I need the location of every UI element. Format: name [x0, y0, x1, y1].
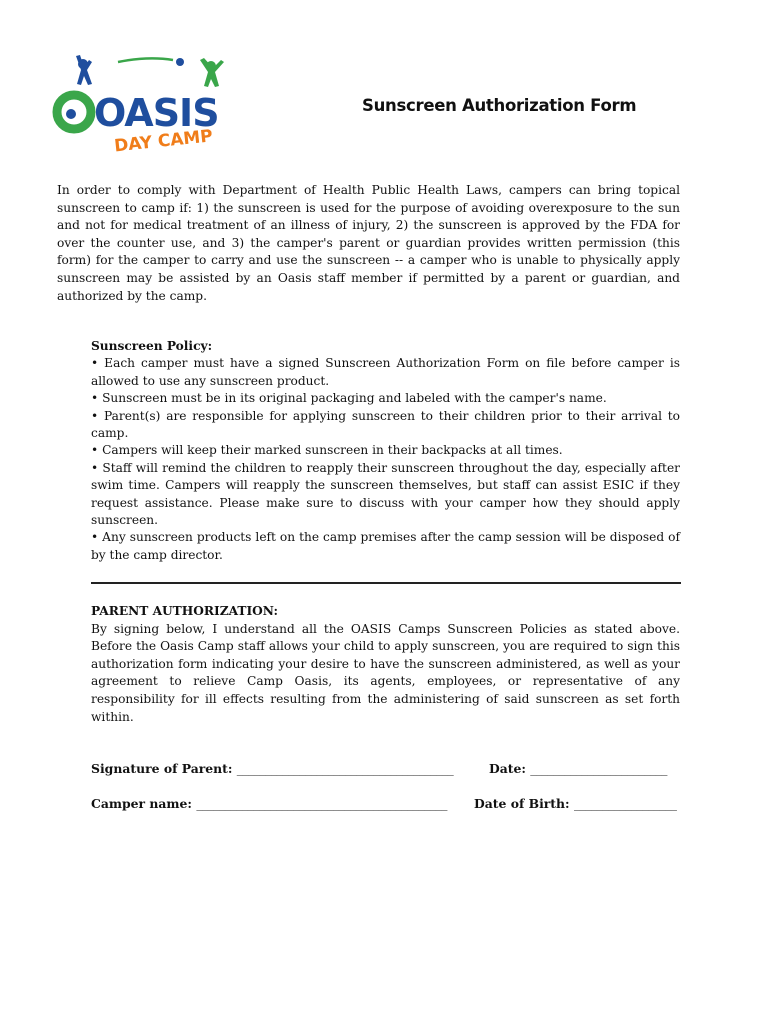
date-of-birth-label: Date of Birth: — [474, 796, 570, 811]
date-label: Date: — [489, 761, 526, 776]
logo-graphic — [48, 52, 238, 152]
logo-name: OASIS — [94, 91, 219, 135]
signature-label: Signature of Parent: — [91, 761, 233, 776]
intro-paragraph: In order to comply with Department of Health Public Health Laws, campers can bring topical sunscreen to camp if: 1) the sunscreen is used for the purpose of avoiding overexposure to the sun and not for medical treatment of an illness of injury, 2) the sunscreen is approved by the FDA for over the counter use, and 3) the camper's parent or guardian provides written permission (this form) for the camper to carry and use the sunscreen -- a camper who is unable to physically apply sunscreen may be assisted by an Oasis staff member if permitted by a parent or guardian, and authorized by the camp. — [57, 183, 680, 303]
parent-authorization-section — [91, 603, 680, 726]
policy-item: • Sunscreen must be in its original packaging and labeled with the camper's name. — [91, 391, 607, 406]
signature-field[interactable] — [91, 761, 453, 776]
policy-item: • Campers will keep their marked sunscreen in their backpacks at all times. — [91, 443, 563, 458]
policy-heading: Sunscreen Policy: — [91, 339, 213, 353]
signature-line[interactable]: ______________________________________ — [236, 761, 454, 776]
camper-name-label: Camper name: — [91, 796, 192, 811]
sunscreen-policy-section — [91, 338, 680, 564]
authorization-heading: PARENT AUTHORIZATION: — [91, 604, 278, 618]
logo-subtitle: DAY CAMP — [113, 126, 214, 152]
policy-item: • Parent(s) are responsible for applying sunscreen to their children prior to their arrival to camp. — [91, 408, 680, 441]
date-of-birth-line[interactable]: __________________ — [573, 796, 677, 811]
section-divider — [91, 582, 681, 584]
oasis-day-camp-logo — [48, 52, 238, 152]
policy-item: • Each camper must have a signed Sunscreen Authorization Form on file before camper is allowed to use any sunscreen product. — [91, 356, 680, 388]
date-line[interactable]: ________________________ — [530, 761, 667, 776]
form-title: Sunscreen Authorization Form — [362, 96, 637, 115]
policy-item: • Any sunscreen products left on the camp premises after the camp session will be disposed of by the camp director. — [91, 530, 680, 562]
date-of-birth-field[interactable] — [474, 796, 676, 811]
authorization-text: By signing below, I understand all the OASIS Camps Sunscreen Policies as stated above. Before the Oasis Camp staff allows your child to apply sunscreen, you are required to sign this authorization form indicating your desire to have the sunscreen administered, as well as your agreement to relieve Camp Oasis, its agents, employees, or representative of any responsibility for ill effects resulting from the administering of said sunscreen as set forth within. — [91, 621, 680, 724]
camper-name-field[interactable] — [91, 796, 447, 811]
date-field[interactable] — [489, 761, 667, 776]
camper-name-line[interactable]: ____________________________________________ — [196, 796, 447, 811]
policy-item: • Staff will remind the children to reapply their sunscreen throughout the day, especially after swim time. Campers will reapply the sunscreen themselves, but staff can assist ESIC if they request assistance. Please make sure to discuss with your camper how they should apply sunscreen. — [91, 460, 680, 528]
